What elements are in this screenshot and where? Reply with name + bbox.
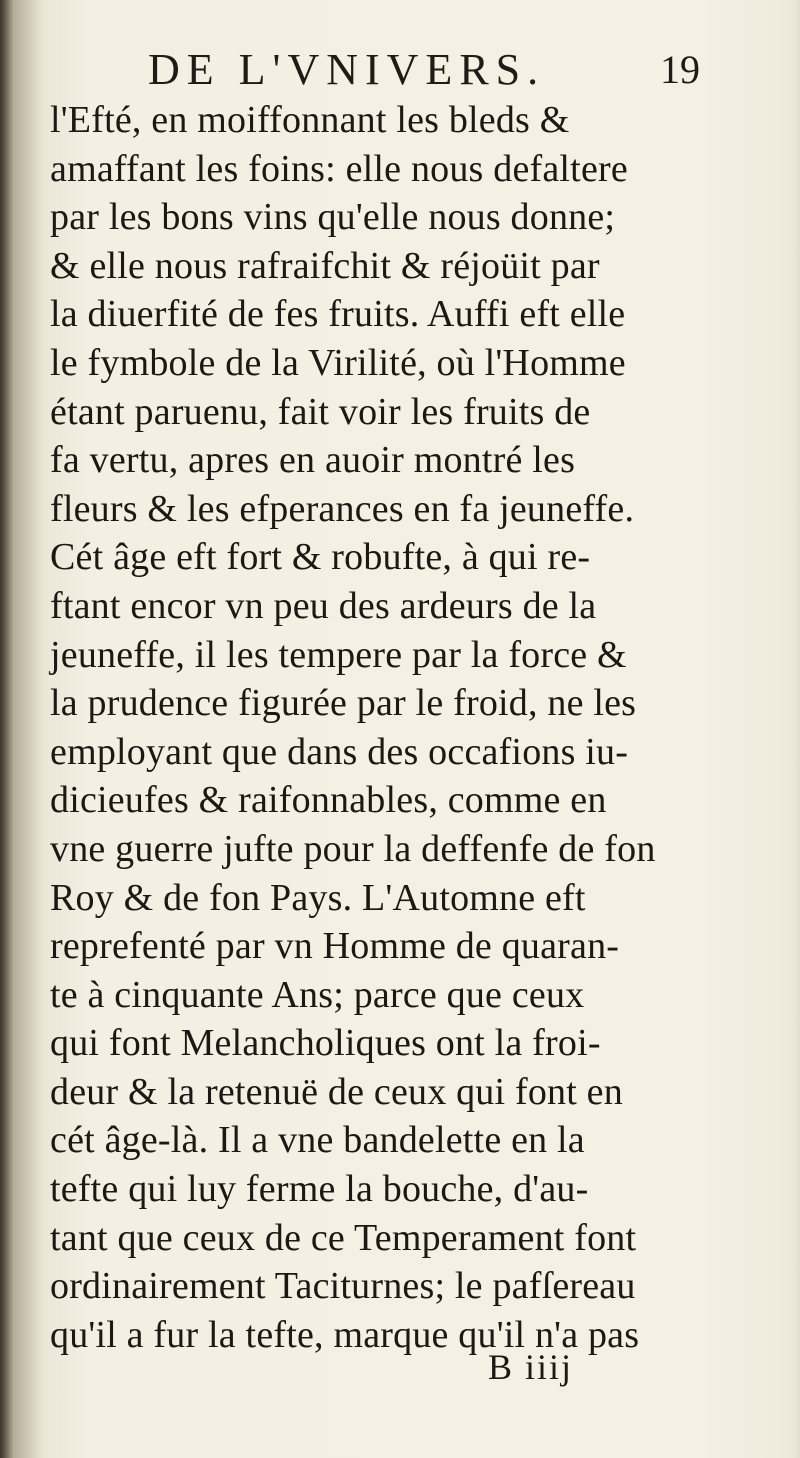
text-line: & elle nous rafraifchit & réjoüit par — [50, 244, 600, 287]
text-line: fa vertu, apres en auoir montré les — [50, 439, 576, 482]
text-line: amaffant les foins: elle nous defaltere — [50, 147, 628, 190]
text-line: l'Efté, en moiffonnant les bleds & — [50, 99, 570, 141]
text-line: la prudence figurée par le froid, ne les — [50, 682, 637, 725]
text-line: Roy & de fon Pays. L'Automne eft — [50, 876, 586, 919]
text-line: deur & la retenuë de ceux qui font en — [50, 1070, 623, 1113]
signature-mark: B iiij — [488, 1347, 574, 1387]
text-line: fleurs & les efperances en fa jeuneffe. — [50, 487, 635, 530]
page-number: 19 — [660, 47, 700, 92]
text-line: te à cinquante Ans; parce que ceux — [50, 973, 585, 1016]
text-line: le fymbole de la Virilité, où l'Homme — [50, 341, 626, 384]
text-line: ftant encor vn peu des ardeurs de la — [50, 584, 597, 627]
body-text — [50, 96, 710, 1359]
text-line: cét âge-là. Il a vne bandelette en la — [50, 1119, 585, 1162]
text-line: jeuneffe, il les tempere par la force & — [50, 633, 627, 676]
text-line: tant que ceux de ce Temperament font — [50, 1216, 637, 1259]
text-line: vne guerre jufte pour la deffenfe de fon — [50, 827, 656, 870]
text-line: Cét âge eft fort & robufte, à qui re- — [50, 536, 591, 579]
text-line: dicieufes & raifonnables, comme en — [50, 779, 607, 822]
text-line: ordinairement Taciturnes; le pafſereau — [50, 1265, 636, 1308]
running-head — [50, 40, 700, 96]
text-line: reprefenté par vn Homme de quaran- — [50, 925, 620, 968]
text-line: tefte qui luy ferme la bouche, d'au- — [50, 1168, 589, 1211]
running-title: DE L'VNIVERS. — [148, 45, 546, 94]
text-line: qui font Melancholiques ont la froi- — [50, 1022, 601, 1065]
text-line: étant paruenu, fait voir les fruits de — [50, 390, 591, 433]
text-line: la diuerfité de fes fruits. Auffi eft elle — [50, 293, 626, 336]
text-line: qu'il a fur la tefte, marque qu'il n'a pas — [50, 1313, 640, 1356]
book-spine-edge — [0, 0, 14, 1458]
gutter-shadow — [14, 0, 44, 1458]
text-line: par les bons vins qu'elle nous donne; — [50, 196, 616, 239]
text-line: employant que dans des occafions iu- — [50, 730, 629, 773]
